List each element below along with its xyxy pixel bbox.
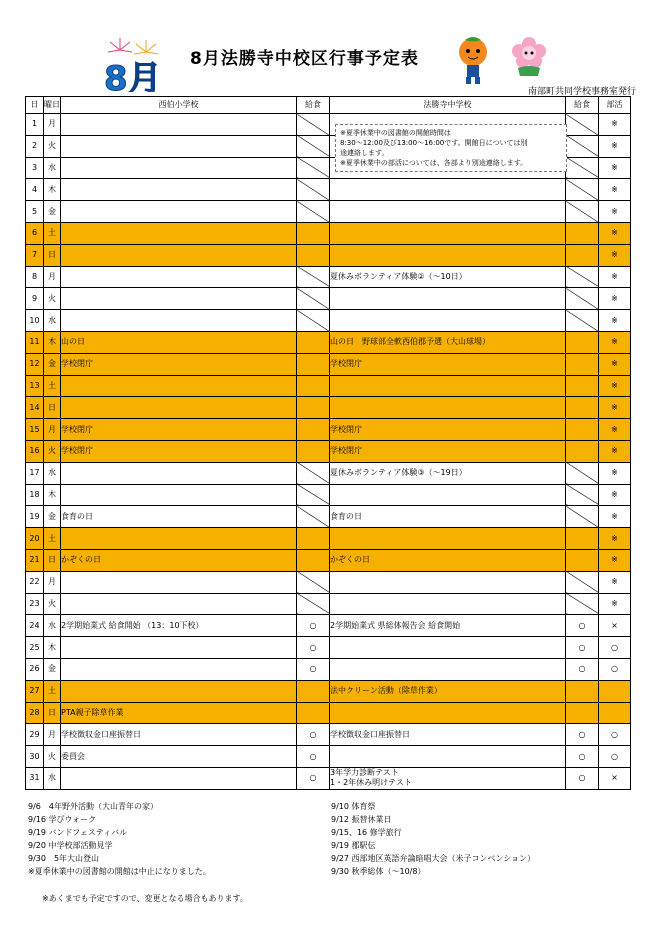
day-cell: 21 (26, 549, 44, 571)
club-cell: ※ (599, 244, 631, 266)
school2-lunch-cell (566, 288, 599, 310)
school2-event-cell (330, 179, 566, 201)
school2-lunch-cell (566, 157, 599, 179)
school2-lunch-cell (566, 549, 599, 571)
school1-event-cell (61, 310, 297, 332)
school2-lunch-cell (566, 222, 599, 244)
school2-lunch-cell (566, 353, 599, 375)
club-cell: × (599, 767, 631, 789)
footer-note: ※あくまでも予定ですので、変更となる場合もあります。 (42, 894, 248, 903)
table-row (26, 484, 631, 506)
school1-lunch-cell (297, 157, 330, 179)
school2-lunch-cell (566, 680, 599, 702)
school1-lunch-cell (297, 440, 330, 462)
weekday-cell: 日 (44, 397, 61, 419)
table-row (26, 746, 631, 768)
weekday-cell: 月 (44, 724, 61, 746)
school2-event-cell: 学校閉庁 (330, 353, 566, 375)
school1-event-cell (61, 222, 297, 244)
school1-lunch-cell (297, 331, 330, 353)
school2-lunch-cell (566, 310, 599, 332)
event-item: 9/16 学びウォーク (28, 815, 97, 825)
school1-event-cell: 山の日 (61, 331, 297, 353)
weekday-cell: 月 (44, 266, 61, 288)
day-cell: 8 (26, 266, 44, 288)
weekday-cell: 日 (44, 244, 61, 266)
school1-event-cell: 学校閉庁 (61, 440, 297, 462)
school1-event-cell: 学校閉庁 (61, 353, 297, 375)
event-item: 9/10 体育祭 (331, 802, 376, 811)
school1-lunch-cell: ○ (297, 724, 330, 746)
school1-event-cell: かぞくの日 (61, 549, 297, 571)
day-cell: 5 (26, 201, 44, 223)
school1-event-cell (61, 484, 297, 506)
weekday-cell: 金 (44, 658, 61, 680)
school2-event-cell: 食育の日 (330, 506, 566, 528)
weekday-cell: 火 (44, 746, 61, 768)
school2-event-cell (330, 571, 566, 593)
school1-lunch-cell: ○ (297, 746, 330, 768)
school2-lunch-cell (566, 331, 599, 353)
weekday-cell: 月 (44, 419, 61, 441)
club-cell: ※ (599, 593, 631, 615)
day-cell: 11 (26, 331, 44, 353)
day-cell: 27 (26, 680, 44, 702)
weekday-cell: 金 (44, 353, 61, 375)
event-item: 9/30 5年大山登山 (28, 854, 100, 864)
weekday-cell: 日 (44, 702, 61, 724)
weekday-cell: 火 (44, 135, 61, 157)
day-cell: 18 (26, 484, 44, 506)
table-row (26, 615, 631, 637)
school1-event-cell (61, 266, 297, 288)
school1-event-cell (61, 680, 297, 702)
school2-event-cell (330, 767, 566, 789)
table-row (26, 528, 631, 550)
day-cell: 22 (26, 571, 44, 593)
day-cell: 30 (26, 746, 44, 768)
day-cell: 26 (26, 658, 44, 680)
day-cell: 2 (26, 135, 44, 157)
school1-event-cell: 2学期始業式 給食開始 （13：10下校） (61, 615, 297, 637)
club-cell: ※ (599, 201, 631, 223)
club-cell: ※ (599, 506, 631, 528)
school1-lunch-cell: ○ (297, 767, 330, 789)
school1-event-cell (61, 528, 297, 550)
school1-lunch-cell (297, 244, 330, 266)
school2-event-cell (330, 658, 566, 680)
school1-lunch-cell (297, 549, 330, 571)
firework-icon (108, 38, 132, 52)
day-cell: 4 (26, 179, 44, 201)
school1-lunch-cell (297, 114, 330, 136)
firework-icon (134, 40, 158, 54)
school2-lunch-cell (566, 114, 599, 136)
school2-event-cell (330, 375, 566, 397)
club-cell: ※ (599, 310, 631, 332)
day-cell: 15 (26, 419, 44, 441)
table-row (26, 179, 631, 201)
school2-lunch-cell: ○ (566, 724, 599, 746)
school1-event-cell (61, 462, 297, 484)
school1-event-cell (61, 571, 297, 593)
weekday-cell: 水 (44, 615, 61, 637)
club-cell: ※ (599, 288, 631, 310)
notice-line: ※夏季休業中の図書館の開館時間は (340, 129, 451, 137)
school1-event-cell (61, 288, 297, 310)
club-cell: × (599, 615, 631, 637)
weekday-cell: 木 (44, 637, 61, 659)
school2-lunch-cell: ○ (566, 746, 599, 768)
school1-event-cell (61, 375, 297, 397)
school2-event-cell (330, 528, 566, 550)
school2-event-cell (330, 593, 566, 615)
club-cell: ※ (599, 222, 631, 244)
table-row (26, 266, 631, 288)
day-cell: 13 (26, 375, 44, 397)
weekday-cell: 水 (44, 157, 61, 179)
school2-lunch-cell: ○ (566, 615, 599, 637)
school1-event-cell (61, 658, 297, 680)
event-item: 9/19 バンドフェスティバル (28, 828, 128, 838)
school2-lunch-cell (566, 528, 599, 550)
club-cell: ※ (599, 114, 631, 136)
club-cell (599, 680, 631, 702)
day-cell: 6 (26, 222, 44, 244)
table-row (26, 549, 631, 571)
weekday-cell: 月 (44, 114, 61, 136)
club-cell: ○ (599, 658, 631, 680)
club-cell: ※ (599, 266, 631, 288)
school2-lunch-cell (566, 375, 599, 397)
notice-line: ※夏季休業中の部活については、各部より別途連絡します。 (340, 159, 528, 167)
notice-line: 8:30～12:00及び13:00～16:00です。開館日については別 (340, 139, 528, 147)
school1-lunch-cell (297, 310, 330, 332)
school1-lunch-cell (297, 593, 330, 615)
school2-lunch-cell: ○ (566, 767, 599, 789)
table-row (26, 288, 631, 310)
club-cell: ※ (599, 440, 631, 462)
school1-lunch-cell (297, 506, 330, 528)
table-row (26, 331, 631, 353)
school2-lunch-cell (566, 702, 599, 724)
school1-event-cell (61, 244, 297, 266)
day-cell: 29 (26, 724, 44, 746)
school2-event-cell (330, 397, 566, 419)
weekday-cell: 日 (44, 549, 61, 571)
table-row (26, 222, 631, 244)
august-logo (96, 36, 166, 92)
school2-lunch-cell: ○ (566, 637, 599, 659)
table-row (26, 680, 631, 702)
day-cell: 3 (26, 157, 44, 179)
weekday-cell: 木 (44, 484, 61, 506)
school1-event-cell (61, 179, 297, 201)
notice-line: 途連絡します。 (340, 149, 389, 157)
club-cell: ○ (599, 724, 631, 746)
club-cell: ※ (599, 179, 631, 201)
school2-event-cell (330, 201, 566, 223)
event-item: 9/19 郡駅伝 (331, 841, 376, 851)
school1-lunch-cell (297, 397, 330, 419)
school1-lunch-cell: ○ (297, 615, 330, 637)
day-cell: 9 (26, 288, 44, 310)
club-cell: ※ (599, 135, 631, 157)
day-cell: 20 (26, 528, 44, 550)
persimmon-mascot-icon (452, 34, 494, 86)
club-cell: ○ (599, 637, 631, 659)
school2-lunch-cell (566, 440, 599, 462)
club-cell: ※ (599, 419, 631, 441)
school2-event-cell (330, 702, 566, 724)
school2-event-cell: かぞくの日 (330, 549, 566, 571)
table-row (26, 353, 631, 375)
school2-event-cell: 学校閉庁 (330, 440, 566, 462)
club-cell: ※ (599, 571, 631, 593)
school2-lunch-cell (566, 179, 599, 201)
day-cell: 14 (26, 397, 44, 419)
col-header-club: 部活 (599, 97, 631, 114)
club-cell: ※ (599, 484, 631, 506)
school1-event-cell (61, 593, 297, 615)
school1-lunch-cell (297, 571, 330, 593)
day-cell: 28 (26, 702, 44, 724)
september-events-left (28, 800, 211, 879)
weekday-cell: 木 (44, 331, 61, 353)
school2-lunch-cell (566, 462, 599, 484)
day-cell: 23 (26, 593, 44, 615)
club-cell: ※ (599, 549, 631, 571)
school2-lunch-cell (566, 506, 599, 528)
school2-lunch-cell (566, 571, 599, 593)
club-cell: ※ (599, 331, 631, 353)
school1-lunch-cell (297, 288, 330, 310)
school1-lunch-cell (297, 702, 330, 724)
table-row (26, 462, 631, 484)
table-row (26, 440, 631, 462)
weekday-cell: 木 (44, 179, 61, 201)
school2-lunch-cell (566, 135, 599, 157)
school1-lunch-cell (297, 135, 330, 157)
event-item: 9/20 中学校部活動見学 (28, 841, 113, 851)
school2-event-cell: 法中クリーン活動（除草作業） (330, 680, 566, 702)
club-cell: ※ (599, 375, 631, 397)
school2-event-cell: 学校徴収金口座振替日 (330, 724, 566, 746)
club-cell: ※ (599, 157, 631, 179)
col-header-lunch2: 給食 (566, 97, 599, 114)
school2-lunch-cell (566, 419, 599, 441)
schedule-table (25, 96, 631, 790)
school2-lunch-cell (566, 244, 599, 266)
table-row (26, 702, 631, 724)
school2-event-cell (330, 244, 566, 266)
school1-lunch-cell (297, 528, 330, 550)
school2-lunch-cell: ○ (566, 658, 599, 680)
school1-event-cell: 学校徴収金口座振替日 (61, 724, 297, 746)
school2-event-cell: 学校閉庁 (330, 419, 566, 441)
event-line: 3年学力診断テスト (330, 768, 399, 778)
col-header-lunch1: 給食 (297, 97, 330, 114)
day-cell: 16 (26, 440, 44, 462)
school1-event-cell (61, 201, 297, 223)
event-item: ※夏季休業中の図書館の開館は中止になりました。 (28, 867, 211, 877)
day-cell: 17 (26, 462, 44, 484)
event-item: 9/27 西部地区英語弁論暗唱大会（米子コンベンション） (331, 854, 536, 864)
school1-event-cell (61, 767, 297, 789)
weekday-cell: 金 (44, 201, 61, 223)
event-item: 9/12 振替休業日 (331, 815, 392, 825)
school1-event-cell: PTA親子除草作業 (61, 702, 297, 724)
school2-event-cell (330, 310, 566, 332)
weekday-cell: 金 (44, 506, 61, 528)
publisher: 南部町共同学校事務室発行 (527, 87, 636, 97)
school2-lunch-cell (566, 201, 599, 223)
table-row (26, 767, 631, 789)
club-cell: ※ (599, 462, 631, 484)
school2-event-cell: 2学期始業式 県総体報告会 給食開始 (330, 615, 566, 637)
school1-event-cell (61, 157, 297, 179)
table-row (26, 593, 631, 615)
logo-text: 8月 (104, 59, 162, 92)
september-events-right (331, 800, 535, 879)
table-row (26, 310, 631, 332)
weekday-cell: 土 (44, 375, 61, 397)
school2-event-cell (330, 288, 566, 310)
weekday-cell: 月 (44, 571, 61, 593)
flower-mascot-icon (508, 34, 550, 82)
weekday-cell: 水 (44, 310, 61, 332)
table-row (26, 724, 631, 746)
school1-event-cell (61, 397, 297, 419)
table-row (26, 201, 631, 223)
col-header-weekday: 曜日 (44, 97, 61, 114)
school1-lunch-cell (297, 353, 330, 375)
school2-lunch-cell (566, 266, 599, 288)
school2-event-cell: 夏休みボランティア体験②（～10日） (330, 266, 566, 288)
day-cell: 1 (26, 114, 44, 136)
club-cell: ※ (599, 528, 631, 550)
table-row (26, 244, 631, 266)
school1-event-cell (61, 637, 297, 659)
weekday-cell: 水 (44, 462, 61, 484)
school1-lunch-cell: ○ (297, 658, 330, 680)
school1-event-cell (61, 135, 297, 157)
event-item: 9/30 秋季総体（～10/8） (331, 867, 426, 877)
school1-lunch-cell (297, 375, 330, 397)
school2-lunch-cell (566, 593, 599, 615)
day-cell: 31 (26, 767, 44, 789)
weekday-cell: 土 (44, 528, 61, 550)
table-row (26, 637, 631, 659)
table-row (26, 419, 631, 441)
table-row (26, 658, 631, 680)
school2-event-cell (330, 222, 566, 244)
school1-lunch-cell (297, 179, 330, 201)
event-line: 1・2年休み明けテスト (330, 778, 412, 788)
weekday-cell: 土 (44, 680, 61, 702)
library-notice (335, 124, 567, 172)
club-cell (599, 702, 631, 724)
table-row (26, 397, 631, 419)
school1-lunch-cell (297, 680, 330, 702)
weekday-cell: 火 (44, 288, 61, 310)
school2-event-cell (330, 746, 566, 768)
col-header-school2: 法勝寺中学校 (330, 97, 566, 114)
school2-lunch-cell (566, 484, 599, 506)
school1-lunch-cell (297, 266, 330, 288)
day-cell: 7 (26, 244, 44, 266)
event-item: 9/15、16 修学旅行 (331, 828, 402, 838)
page-title: 8月法勝寺中校区行事予定表 (190, 49, 419, 69)
day-cell: 19 (26, 506, 44, 528)
table-row (26, 571, 631, 593)
school1-event-cell (61, 114, 297, 136)
school1-lunch-cell: ○ (297, 637, 330, 659)
event-item: 9/6 4年野外活動（大山青年の家） (28, 802, 158, 811)
club-cell: ※ (599, 353, 631, 375)
day-cell: 10 (26, 310, 44, 332)
school1-event-cell: 委員会 (61, 746, 297, 768)
school2-event-cell (330, 484, 566, 506)
school2-event-cell: 山の日 野球部全軟西伯郡予選（大山球場） (330, 331, 566, 353)
school1-lunch-cell (297, 484, 330, 506)
school1-lunch-cell (297, 201, 330, 223)
table-row (26, 375, 631, 397)
school1-lunch-cell (297, 462, 330, 484)
school2-event-cell (330, 637, 566, 659)
col-header-day: 日 (26, 97, 44, 114)
day-cell: 12 (26, 353, 44, 375)
weekday-cell: 火 (44, 593, 61, 615)
school2-lunch-cell (566, 397, 599, 419)
school1-lunch-cell (297, 419, 330, 441)
day-cell: 25 (26, 637, 44, 659)
col-header-school1: 西伯小学校 (61, 97, 297, 114)
school1-lunch-cell (297, 222, 330, 244)
day-cell: 24 (26, 615, 44, 637)
weekday-cell: 火 (44, 440, 61, 462)
club-cell: ※ (599, 397, 631, 419)
weekday-cell: 水 (44, 767, 61, 789)
school1-event-cell: 食育の日 (61, 506, 297, 528)
table-row (26, 506, 631, 528)
school2-event-cell: 夏休みボランティア体験③（～19日） (330, 462, 566, 484)
weekday-cell: 土 (44, 222, 61, 244)
club-cell: ○ (599, 746, 631, 768)
school1-event-cell: 学校閉庁 (61, 419, 297, 441)
table-header-row (26, 97, 631, 114)
